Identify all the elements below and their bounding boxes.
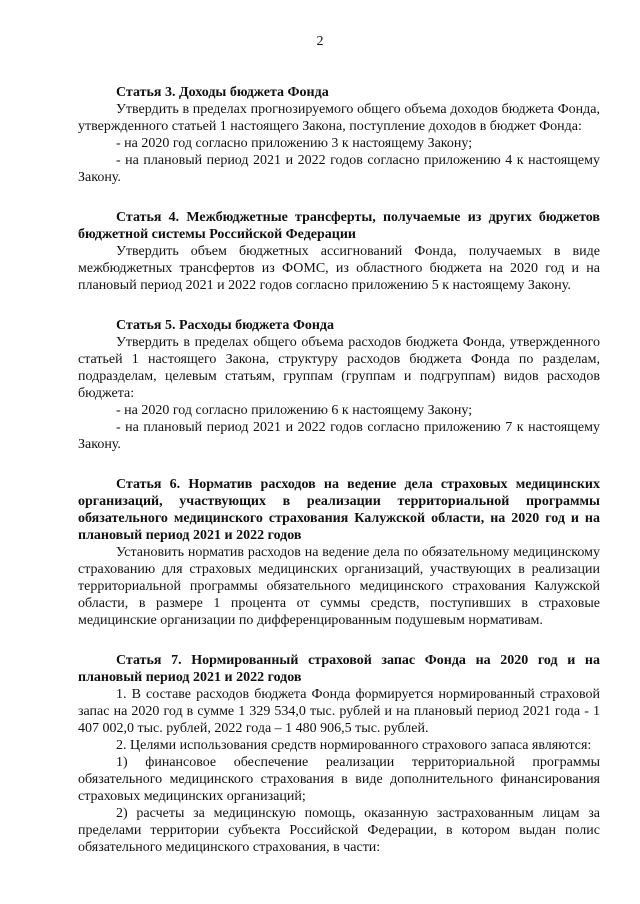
article-3-paragraph-2: - на 2020 год согласно приложению 3 к настоящему Закону; [116,136,473,151]
article-3-paragraph-1: Утвердить в пределах прогнозируемого общего объема доходов бюджета Фонда, утвержденного статьей 1 настоящего Закона, поступление доходов в бюджет Фонда: [78,102,600,134]
article-3-paragraph-3: - на плановый период 2021 и 2022 годов согласно приложению 4 к настоящему Закону. [78,153,600,185]
article-7-paragraph-4: 2) расчеты за медицинскую помощь, оказанную застрахованным лицам за пределами территории субъекта Российской Федерации, в котором выдан полис обязательного медицинского страхования, в части: [78,806,600,855]
article-5-paragraph-2: - на 2020 год согласно приложению 6 к настоящему Закону; [116,403,473,418]
article-7-heading: Статья 7. Нормированный страховой запас Фонда на 2020 год и на плановый период 2021 и 2022 годов [78,653,600,685]
article-5-paragraph-1: Утвердить в пределах общего объема расходов бюджета Фонда, утвержденного статьей 1 настоящего Закона, структуру расходов бюджета Фонда по разделам, подразделам, целевым статьям, группам (группам и подгруппам) видов расходов бюджета: [78,335,600,401]
article-7-paragraph-3: 1) финансовое обеспечение реализации территориальной программы обязательного медицинского страхования в виде дополнительного финансирования страховых медицинских организаций; [78,755,600,804]
article-7-paragraph-1: 1. В составе расходов бюджета Фонда формируется нормированный страховой запас на 2020 год в сумме 1 329 534,0 тыс. рублей и на плановый период 2021 года - 1 407 002,0 тыс. рублей, 2022 года – 1 480 906,5 тыс. рублей. [78,687,600,736]
article-6-heading: Статья 6. Норматив расходов на ведение дела страховых медицинских организаций, участвующих в реализации территориальной программы обязательного медицинского страхования Калужской области, на 2020 год и на плановый период 2021 и 2022 годов [78,477,600,543]
document-body [78,84,600,856]
article-5-paragraph-3: - на плановый период 2021 и 2022 годов согласно приложению 7 к настоящему Закону. [78,420,600,452]
article-4-heading: Статья 4. Межбюджетные трансферты, получаемые из других бюджетов бюджетной системы Российской Федерации [78,210,600,242]
page-number: 2 [316,34,324,49]
article-6-paragraph-1: Установить норматив расходов на ведение дела по обязательному медицинскому страхованию для страховых медицинских организаций, участвующих в реализации территориальной программы обязательного медицинского страхования Калужской области, в размере 1 процента от суммы средств, поступивших в страховые медицинские организации по дифференцированным подушевым нормативам. [78,545,600,628]
article-3-heading: Статья 3. Доходы бюджета Фонда [116,85,329,100]
article-7-paragraph-2: 2. Целями использования средств нормированного страхового запаса являются: [116,738,592,753]
article-5-heading: Статья 5. Расходы бюджета Фонда [116,318,335,333]
article-4-paragraph-1: Утвердить объем бюджетных ассигнований Фонда, получаемых в виде межбюджетных трансфертов из ФОМС, из областного бюджета на 2020 год и на плановый период 2021 и 2022 годов согласно приложению 5 к настоящему Закону. [78,244,600,293]
